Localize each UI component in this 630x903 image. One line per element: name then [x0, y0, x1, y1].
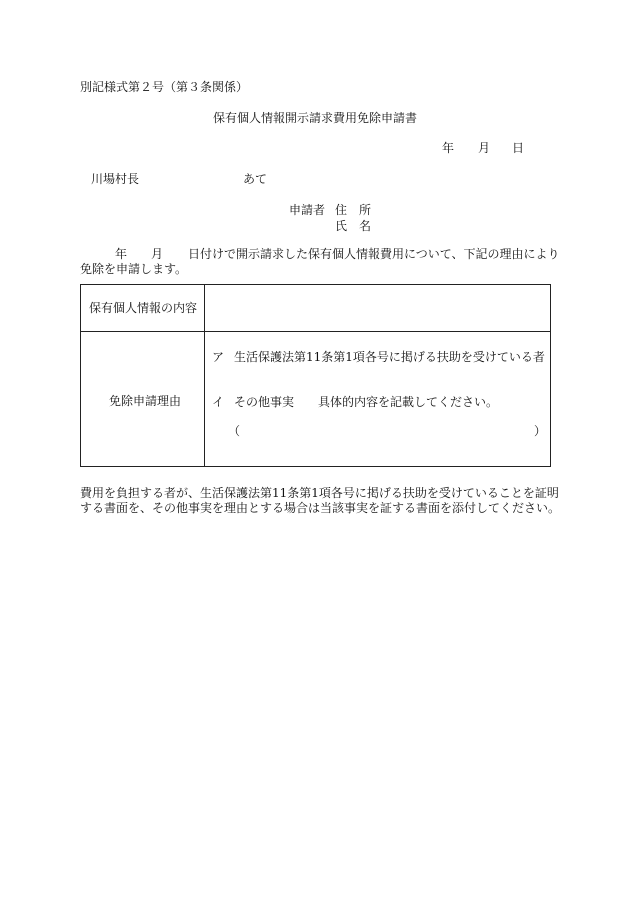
attachment-note-line2: する書面を、その他事実を理由とする場合は当該事実を証する書面を添付してください。	[80, 501, 561, 515]
form-number: 別記様式第２号（第３条関係）	[80, 80, 249, 94]
reason-a-marker: ア	[212, 350, 225, 364]
date-day-label: 日	[512, 141, 525, 155]
date-year-label: 年	[442, 141, 455, 155]
table-row-divider	[81, 331, 550, 332]
reason-a-text: 生活保護法第11条第1項各号に掲げる扶助を受けている者	[234, 350, 545, 364]
application-table	[80, 284, 551, 467]
body-paragraph-line2: 免除を申請します。	[80, 262, 188, 276]
date-month-label: 月	[478, 141, 491, 155]
reason-i-text: その他事実	[234, 395, 295, 409]
address-label: 住 所	[335, 203, 372, 217]
detail-close-paren: ）	[534, 424, 547, 438]
applicant-label: 申請者	[289, 203, 326, 217]
reason-i-instruction: 具体的内容を記載してください。	[318, 395, 499, 409]
attachment-note-line1: 費用を負担する者が、生活保護法第11条第1項各号に掲げる扶助を受けていることを証明	[80, 486, 559, 500]
recipient: 川場村長	[91, 172, 140, 186]
body-month-label: 月	[151, 247, 164, 261]
recipient-suffix: あて	[243, 172, 268, 186]
table-column-divider	[204, 285, 205, 466]
detail-open-paren: （	[228, 424, 241, 438]
exemption-reason-label: 免除申請理由	[109, 394, 182, 408]
body-year-label: 年	[115, 247, 128, 261]
name-label: 氏 名	[335, 219, 372, 233]
body-line1-text: 日付けで開示請求した保有個人情報費用について、下記の理由により	[188, 247, 560, 261]
personal-info-content-label: 保有個人情報の内容	[89, 301, 198, 315]
document-title: 保有個人情報開示請求費用免除申請書	[213, 111, 418, 125]
reason-i-marker: イ	[212, 395, 225, 409]
body-paragraph-line1	[80, 247, 560, 261]
